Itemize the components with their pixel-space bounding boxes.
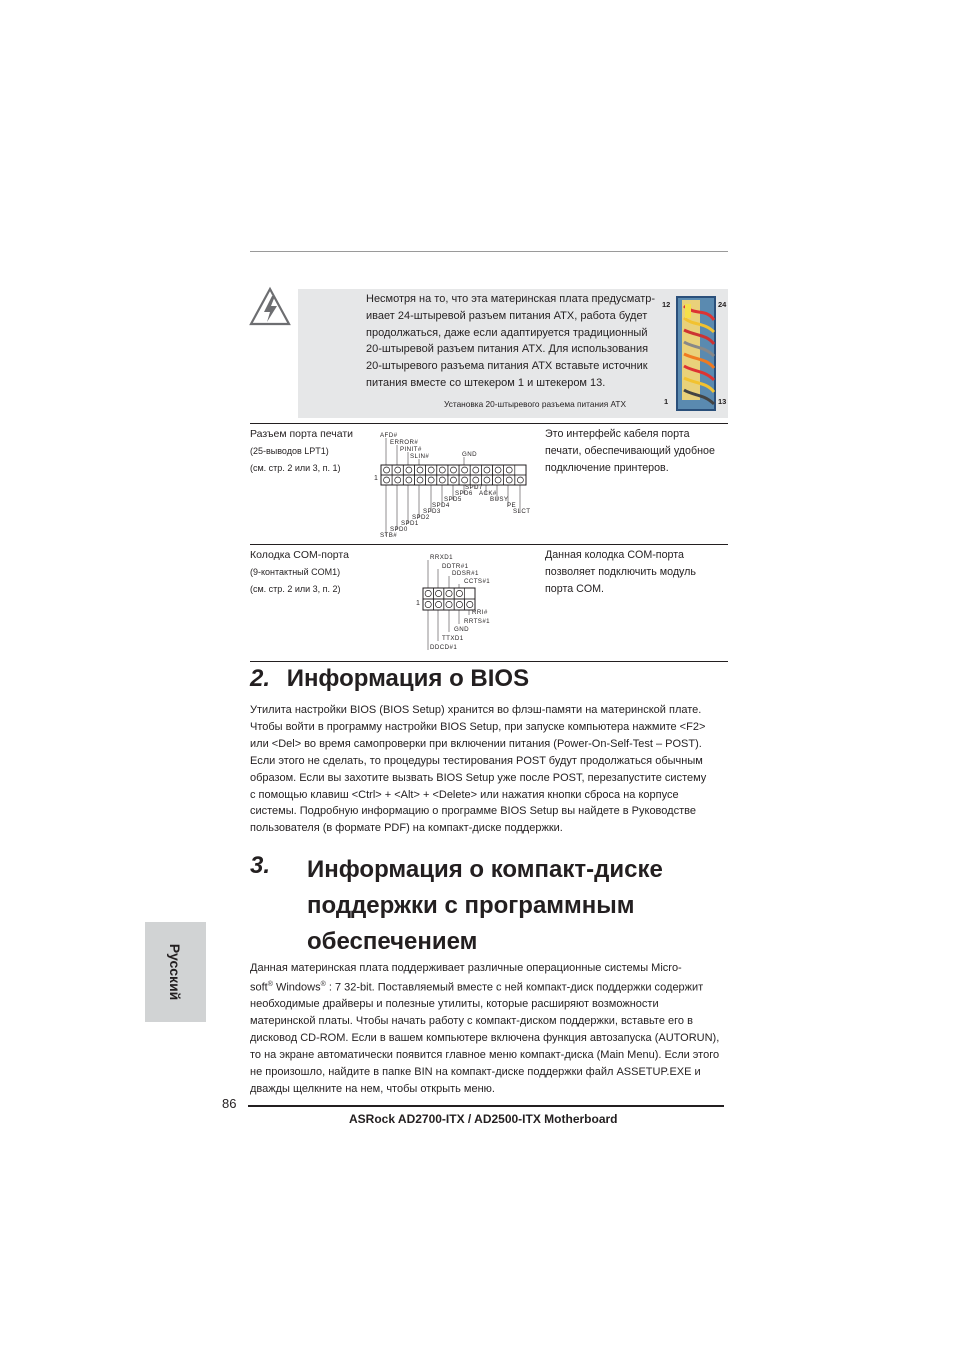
undefined-pin-cell — [448, 465, 459, 475]
com-label-ddtr: DDTR#1 — [442, 563, 469, 570]
undefined-pin — [395, 477, 401, 483]
note-line: продолжаться, даже если адаптируется традиционный — [366, 326, 648, 339]
section3-line: материнской платы. Чтобы начать работу с компакт-диском поддержки, вставьте его в — [250, 1015, 693, 1028]
undefined-pin-cell — [444, 588, 454, 599]
undefined-pin-cell — [403, 475, 414, 485]
undefined-pin — [395, 467, 401, 473]
undefined-pin — [446, 601, 452, 607]
undefined-pin — [435, 601, 441, 607]
undefined-pin — [456, 590, 462, 596]
undefined-pin — [406, 467, 412, 473]
section3-line: то на экране автоматически появится главное меню компакт-диска (Main Menu). Если этого — [250, 1049, 720, 1062]
section2-line: с помощью клавиш <Ctrl> + <Alt> + <Delete> или нажатия кнопки сброса на корпусе — [250, 788, 679, 801]
note-line: Несмотря на то, что эта материнская плата предусматр- — [366, 293, 656, 305]
undefined-pin-cell — [444, 599, 454, 610]
section3-title-line: Информация о компакт-диске — [307, 856, 663, 883]
lpt-label-spd6: SPD6 — [455, 490, 473, 497]
section3-line: не произошло, найдите в папке BIN на компакт-диске поддержки файл ASSETUP.EXE и — [250, 1066, 701, 1079]
undefined-pin — [506, 477, 512, 483]
undefined-pin — [450, 467, 456, 473]
undefined-pin-cell — [426, 465, 437, 475]
undefined-pin — [456, 601, 462, 607]
com-label-rrts: RRTS#1 — [464, 618, 491, 625]
undefined-pin-cell — [437, 475, 448, 485]
note-line: 20-штыревой разъем питания ATX. Для использования — [366, 343, 649, 356]
section2-number: 2. — [250, 665, 271, 692]
section3-title-line: поддержки с программным — [307, 892, 635, 919]
com-desc-line: Данная колодка COM-порта — [545, 549, 684, 561]
lpt-description — [545, 426, 730, 476]
section3-line2-rest: : 7 32-bit. Поставляемый вместе с ней компакт-диск поддержки содержит — [328, 981, 704, 994]
undefined-pin-cell — [454, 599, 464, 610]
com-label-ttxd1: TTXD1 — [442, 635, 464, 642]
page-number: 86 — [222, 1096, 237, 1111]
language-side-tab-label: Русский — [167, 943, 183, 1001]
undefined-pin-cell — [493, 475, 504, 485]
section3-line: дважды щелкните на нем, чтобы открыть меню. — [250, 1083, 495, 1095]
undefined-pin-cell — [504, 465, 515, 475]
lpt-label-spd4: SPD4 — [432, 502, 450, 509]
lpt-desc-line: печати, обеспечивающий удобное — [545, 444, 715, 457]
com-desc-line: порта COM. — [545, 582, 605, 595]
com-subtitle: (9-контактный COM1) — [250, 567, 341, 577]
lpt-label-spd1: SPD1 — [401, 520, 419, 527]
note-text — [366, 291, 666, 392]
lpt-label-pe: PE — [507, 502, 517, 509]
undefined-pin-cell — [381, 465, 392, 475]
lpt-top-rule — [250, 423, 728, 424]
undefined-pin-cell — [437, 465, 448, 475]
lpt-label-error: ERROR# — [390, 439, 419, 446]
note-line: питания вместе со штекером 1 и штекером 13. — [366, 376, 606, 389]
undefined-pin — [417, 477, 423, 483]
undefined-pin — [439, 467, 445, 473]
undefined-pin-cell — [470, 465, 481, 475]
com-pin-one-label: 1 — [416, 600, 421, 607]
pin-12-label: 12 — [662, 300, 671, 309]
undefined-pin-cell — [423, 599, 433, 610]
com-label-ddsr: DDSR#1 — [452, 570, 479, 577]
note-caption: Установка 20-штыревого разъема питания ATX — [444, 399, 627, 409]
undefined-pin-cell — [515, 475, 526, 485]
undefined-pin — [417, 467, 423, 473]
com-title: Колодка COM-порта — [250, 549, 349, 561]
undefined-pin — [428, 477, 434, 483]
section3-title — [307, 852, 663, 960]
undefined-pin-cell — [481, 465, 492, 475]
lpt-label-slct: SLCT — [513, 508, 531, 515]
footer-title: ASRock AD2700-ITX / AD2500-ITX Motherboard — [349, 1112, 618, 1126]
lpt-header-diagram — [372, 430, 542, 540]
undefined-pin-cell — [403, 465, 414, 475]
com-desc-line: позволяет подключить модуль — [545, 565, 696, 578]
undefined-pin — [435, 590, 441, 596]
undefined-pin — [450, 477, 456, 483]
com-top-rule — [250, 544, 728, 545]
top-rule — [250, 251, 728, 252]
section2-line: Утилита настройки BIOS (BIOS Setup) хранится во флэш-памяти на материнской плате. — [250, 704, 702, 716]
lpt-page-ref: (см. стр. 2 или 3, п. 1) — [250, 463, 341, 473]
section2-top-rule — [250, 661, 728, 662]
undefined-pin — [425, 601, 431, 607]
lpt-title: Разъем порта печати — [250, 428, 354, 440]
undefined-pin-cell — [493, 465, 504, 475]
note-line: ивает 24-штыревой разъем питания ATX, работа будет — [366, 309, 648, 322]
undefined-pin-cell — [392, 465, 403, 475]
section2-line: Чтобы войти в программу настройки BIOS Setup, при запуске компьютера нажмите <F2> — [250, 720, 706, 733]
com-label-ddcd: DDCD#1 — [430, 644, 458, 651]
section2-heading — [250, 665, 529, 693]
section3-line: дисковод CD-ROM. Если в вашем компьютере включена функция автозапуска (AUTORUN), — [250, 1032, 720, 1045]
footer-rule — [248, 1105, 724, 1107]
section3-line: Данная материнская плата поддерживает различные операционные системы Micro- — [250, 962, 682, 974]
lpt-subtitle: (25-выводов LPT1) — [250, 446, 329, 456]
com-page-ref: (см. стр. 2 или 3, п. 2) — [250, 584, 341, 594]
lpt-label-spd5: SPD5 — [444, 496, 462, 503]
lpt-label-afd: AFD# — [380, 432, 398, 439]
undefined-pin — [462, 477, 468, 483]
lpt-label-spd2: SPD2 — [412, 514, 430, 521]
undefined-pin — [517, 477, 523, 483]
undefined-pin — [484, 477, 490, 483]
undefined-pin — [495, 467, 501, 473]
section2-line: пользователя (в формате PDF) на компакт-диске поддержки. — [250, 822, 563, 835]
lpt-label-slin: SLIN# — [410, 453, 430, 460]
section2-title: Информация о BIOS — [286, 665, 530, 692]
language-side-tab — [145, 922, 206, 1022]
undefined-pin — [473, 467, 479, 473]
undefined-pin-cell — [433, 588, 443, 599]
note-line: 20-штыревого разъема питания ATX вставьте источник — [366, 360, 648, 373]
undefined-pin-cell — [504, 475, 515, 485]
undefined-pin — [425, 590, 431, 596]
undefined-pin — [446, 590, 452, 596]
undefined-pin-cell — [481, 475, 492, 485]
registered-mark: ® — [267, 980, 273, 988]
undefined-pin-cell — [381, 475, 392, 485]
lpt-label-spd0: SPD0 — [390, 526, 408, 533]
lpt-desc-line: подключение принтеров. — [545, 461, 669, 474]
lpt-label-ack: ACK# — [479, 490, 497, 497]
lpt-label-spd3: SPD3 — [423, 508, 441, 515]
undefined-pin — [506, 467, 512, 473]
com-header-diagram — [416, 552, 516, 656]
section3-line — [250, 977, 730, 997]
undefined-pin — [384, 477, 390, 483]
section3-number: 3. — [250, 852, 271, 879]
lpt-label-spd7: SPD7 — [465, 484, 483, 491]
lpt-label-pinit: PINIT# — [400, 446, 422, 453]
pin-1-label: 1 — [664, 397, 669, 406]
undefined-pin-cell — [423, 588, 433, 599]
undefined-pin-cell — [392, 475, 403, 485]
undefined-pin — [428, 467, 434, 473]
undefined-pin-cell — [426, 475, 437, 485]
undefined-pin-cell — [414, 475, 425, 485]
atx-connector-photo — [676, 296, 716, 411]
section3-soft: soft — [250, 981, 268, 994]
com-label-gnd: GND — [454, 626, 469, 633]
section3-line: необходимые драйверы и полезные утилиты, которые расширяют возможности — [250, 998, 659, 1011]
section2-line: образом. Если вы захотите вызвать BIOS Setup уже после POST, перезапустите систему — [250, 771, 707, 784]
undefined-pin — [467, 601, 473, 607]
lpt-label-gnd: GND — [462, 451, 477, 458]
section3-body — [250, 960, 730, 1098]
lpt-label-busy: BUSY — [490, 496, 509, 503]
undefined-pin-cell — [414, 465, 425, 475]
undefined-pin — [495, 477, 501, 483]
undefined-pin — [484, 467, 490, 473]
com-label-rrxd1: RRXD1 — [430, 554, 453, 561]
com-label-rri: RRI# — [472, 609, 488, 616]
undefined-pin-cell — [448, 475, 459, 485]
warning-icon — [248, 286, 292, 328]
undefined-pin — [384, 467, 390, 473]
section3-windows: Windows — [275, 981, 321, 994]
lpt-label-stb: STB# — [380, 532, 398, 539]
com-description — [545, 547, 730, 597]
undefined-pin-cell — [454, 588, 464, 599]
undefined-pin-cell — [433, 599, 443, 610]
section2-body — [250, 702, 730, 837]
registered-mark: ® — [320, 980, 326, 988]
undefined-pin — [406, 477, 412, 483]
lpt-desc-line: Это интерфейс кабеля порта — [545, 428, 690, 440]
com-label-ccts: CCTS#1 — [464, 578, 491, 585]
pin-13-label: 13 — [718, 397, 727, 406]
undefined-pin — [439, 477, 445, 483]
section2-line: Если этого не сделать, то процедуры тестирования POST будут продолжаться обычным — [250, 754, 703, 767]
section2-line: системы. Подробную информацию о программе BIOS Setup вы найдете в Руководстве — [250, 805, 696, 818]
lpt-pin-one-label: 1 — [374, 475, 379, 482]
section2-line: или <Del> во время самопроверки при включении питания (Power-On-Self-Test – POST). — [250, 737, 702, 750]
section3-title-line: обеспечением — [307, 928, 478, 955]
undefined-pin-cell — [459, 465, 470, 475]
undefined-pin — [473, 477, 479, 483]
undefined-pin — [462, 467, 468, 473]
pin-24-label: 24 — [718, 300, 727, 309]
